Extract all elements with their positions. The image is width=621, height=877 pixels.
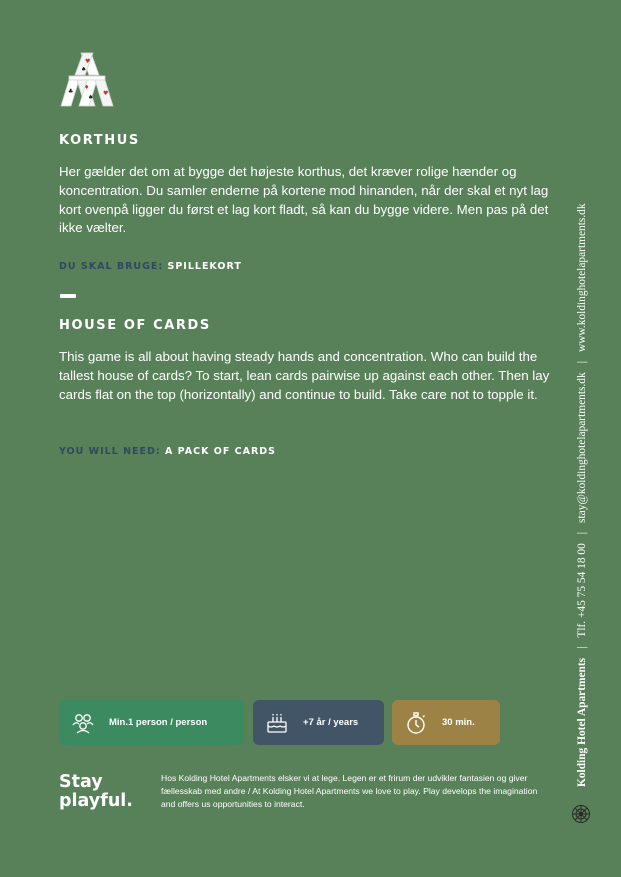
duration-badge — [392, 700, 500, 745]
korthus-title: KORTHUS — [59, 133, 140, 148]
house-of-cards-description: This game is all about having steady hands and concentration. Who can build the tallest house of cards? To start, lean cards pairwise up against each other. Then lay cards flat on the top (horizontally) and continue to build. Take care not to topple it. — [59, 349, 550, 402]
hotel-seal-icon — [571, 804, 591, 824]
separator: | — [576, 531, 588, 535]
korthus-materials — [59, 261, 242, 272]
svg-text:♠: ♠ — [81, 66, 87, 73]
vertical-contact-bar — [571, 203, 593, 787]
players-badge — [59, 700, 244, 745]
separator: | — [576, 361, 588, 364]
house-of-cards-need-label: YOU WILL NEED: — [59, 446, 161, 457]
website-link[interactable]: www.koldinghotelapartments.dk — [576, 203, 588, 353]
stay-playful-slogan — [59, 773, 133, 811]
korthus-description: Her gælder det om at bygge det højeste korthus, det kræver rolige hænder og koncentration. Du samler enderne på kortene mod hinanden, når der skal et nyt lag kort ovenpå ligger du først et lag kort fladt, så kan du bygge videre. Men pas på det ikke vælter. — [59, 164, 549, 236]
svg-text:♣: ♣ — [68, 88, 74, 95]
house-of-cards-materials — [59, 446, 276, 457]
cake-icon — [265, 711, 289, 735]
email-link[interactable]: stay@koldinghotelapartments.dk — [576, 372, 588, 523]
svg-text:♦: ♦ — [84, 84, 90, 91]
phone-number: Tlf. +45 75 54 18 00 — [576, 543, 588, 638]
slogan-line-2: playful. — [59, 791, 133, 811]
age-label: +7 år / years — [303, 717, 359, 728]
svg-text:♥: ♥ — [103, 90, 109, 97]
korthus-need-value: SPILLEKORT — [167, 261, 242, 272]
separator: | — [576, 646, 588, 649]
house-of-cards-title: HOUSE OF CARDS — [59, 318, 211, 333]
house-of-cards-need-value: A PACK OF CARDS — [165, 446, 276, 457]
svg-text:♠: ♠ — [88, 94, 94, 101]
players-icon — [71, 711, 95, 735]
korthus-need-label: DU SKAL BRUGE: — [59, 261, 164, 272]
svg-text:♥: ♥ — [85, 58, 91, 65]
section-divider — [60, 294, 76, 298]
age-badge — [253, 700, 384, 745]
card-house-logo — [59, 49, 115, 109]
footer-text: Hos Kolding Hotel Apartments elsker vi at lege. Legen er et frirum der udvikler fantasien og giver fællesskab med andre / At Kolding Hotel Apartments we love to play. Play develops the imagination and offers us opportunities to interact. — [161, 773, 538, 809]
players-label: Min.1 person / person — [109, 717, 208, 728]
brand-name: Kolding Hotel Apartments — [576, 657, 588, 787]
duration-label: 30 min. — [442, 717, 475, 728]
stopwatch-icon — [404, 711, 428, 735]
slogan-line-1: Stay — [59, 772, 103, 792]
